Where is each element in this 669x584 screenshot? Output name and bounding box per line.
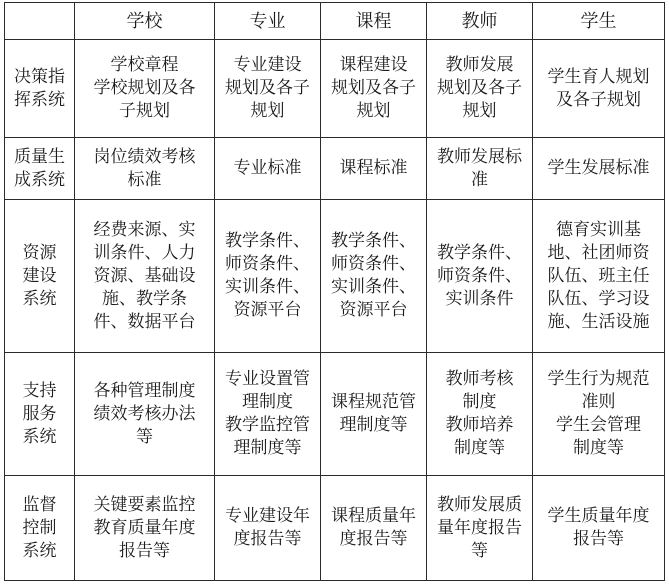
table-cell: 教师发展质 量年度报告 等 [427,476,533,581]
table-cell: 教学条件、 师资条件、 实训条件、 资源平台 [321,200,427,353]
table-cell: 课程标准 [321,138,427,200]
table-cell: 学生发展标准 [533,138,665,200]
table-cell: 各种管理制度 绩效考核办法 等 [75,353,215,476]
row-label: 质量生 成系统 [5,138,75,200]
table-row [5,138,665,200]
header-course: 课程 [321,3,427,40]
header-major: 专业 [215,3,321,40]
header-corner-cell [5,3,75,40]
table-cell: 关键要素监控 教育质量年度 报告等 [75,476,215,581]
table-row [5,200,665,353]
row-label: 支持 服务 系统 [5,353,75,476]
quality-system-table [4,2,665,581]
row-label: 监督 控制 系统 [5,476,75,581]
table-cell: 教师发展 规划及各子 规划 [427,40,533,138]
table-cell: 学生育人规划 及各子规划 [533,40,665,138]
header-school: 学校 [75,3,215,40]
table-cell: 教学条件、 师资条件、 实训条件、 资源平台 [215,200,321,353]
row-label: 决策指 挥系统 [5,40,75,138]
table-cell: 教师考核 制度 教师培养 制度等 [427,353,533,476]
header-teacher: 教师 [427,3,533,40]
table-cell: 课程规范管 理制度等 [321,353,427,476]
table-header-row [5,3,665,40]
table-cell: 学生行为规范 准则 学生会管理 制度等 [533,353,665,476]
table-cell: 专业设置管 理制度 教学监控管 理制度等 [215,353,321,476]
table-row [5,353,665,476]
header-student: 学生 [533,3,665,40]
table-cell: 经费来源、实 训条件、人力 资源、基础设 施、教学条 件、数据平台 [75,200,215,353]
table-row [5,476,665,581]
table-cell: 专业建设 规划及各子 规划 [215,40,321,138]
table-cell: 教师发展标 准 [427,138,533,200]
table-cell: 教学条件、 师资条件、 实训条件 [427,200,533,353]
table-cell: 学生质量年度 报告等 [533,476,665,581]
table-row [5,40,665,138]
table-cell: 课程质量年 度报告等 [321,476,427,581]
table-cell: 课程建设 规划及各子 规划 [321,40,427,138]
table-cell: 专业标准 [215,138,321,200]
table-cell: 岗位绩效考核 标准 [75,138,215,200]
table-cell: 学校章程 学校规划及各 子规划 [75,40,215,138]
table-cell: 专业建设年 度报告等 [215,476,321,581]
table-cell: 德育实训基 地、社团师资 队伍、班主任 队伍、学习设 施、生活设施 [533,200,665,353]
row-label: 资源 建设 系统 [5,200,75,353]
